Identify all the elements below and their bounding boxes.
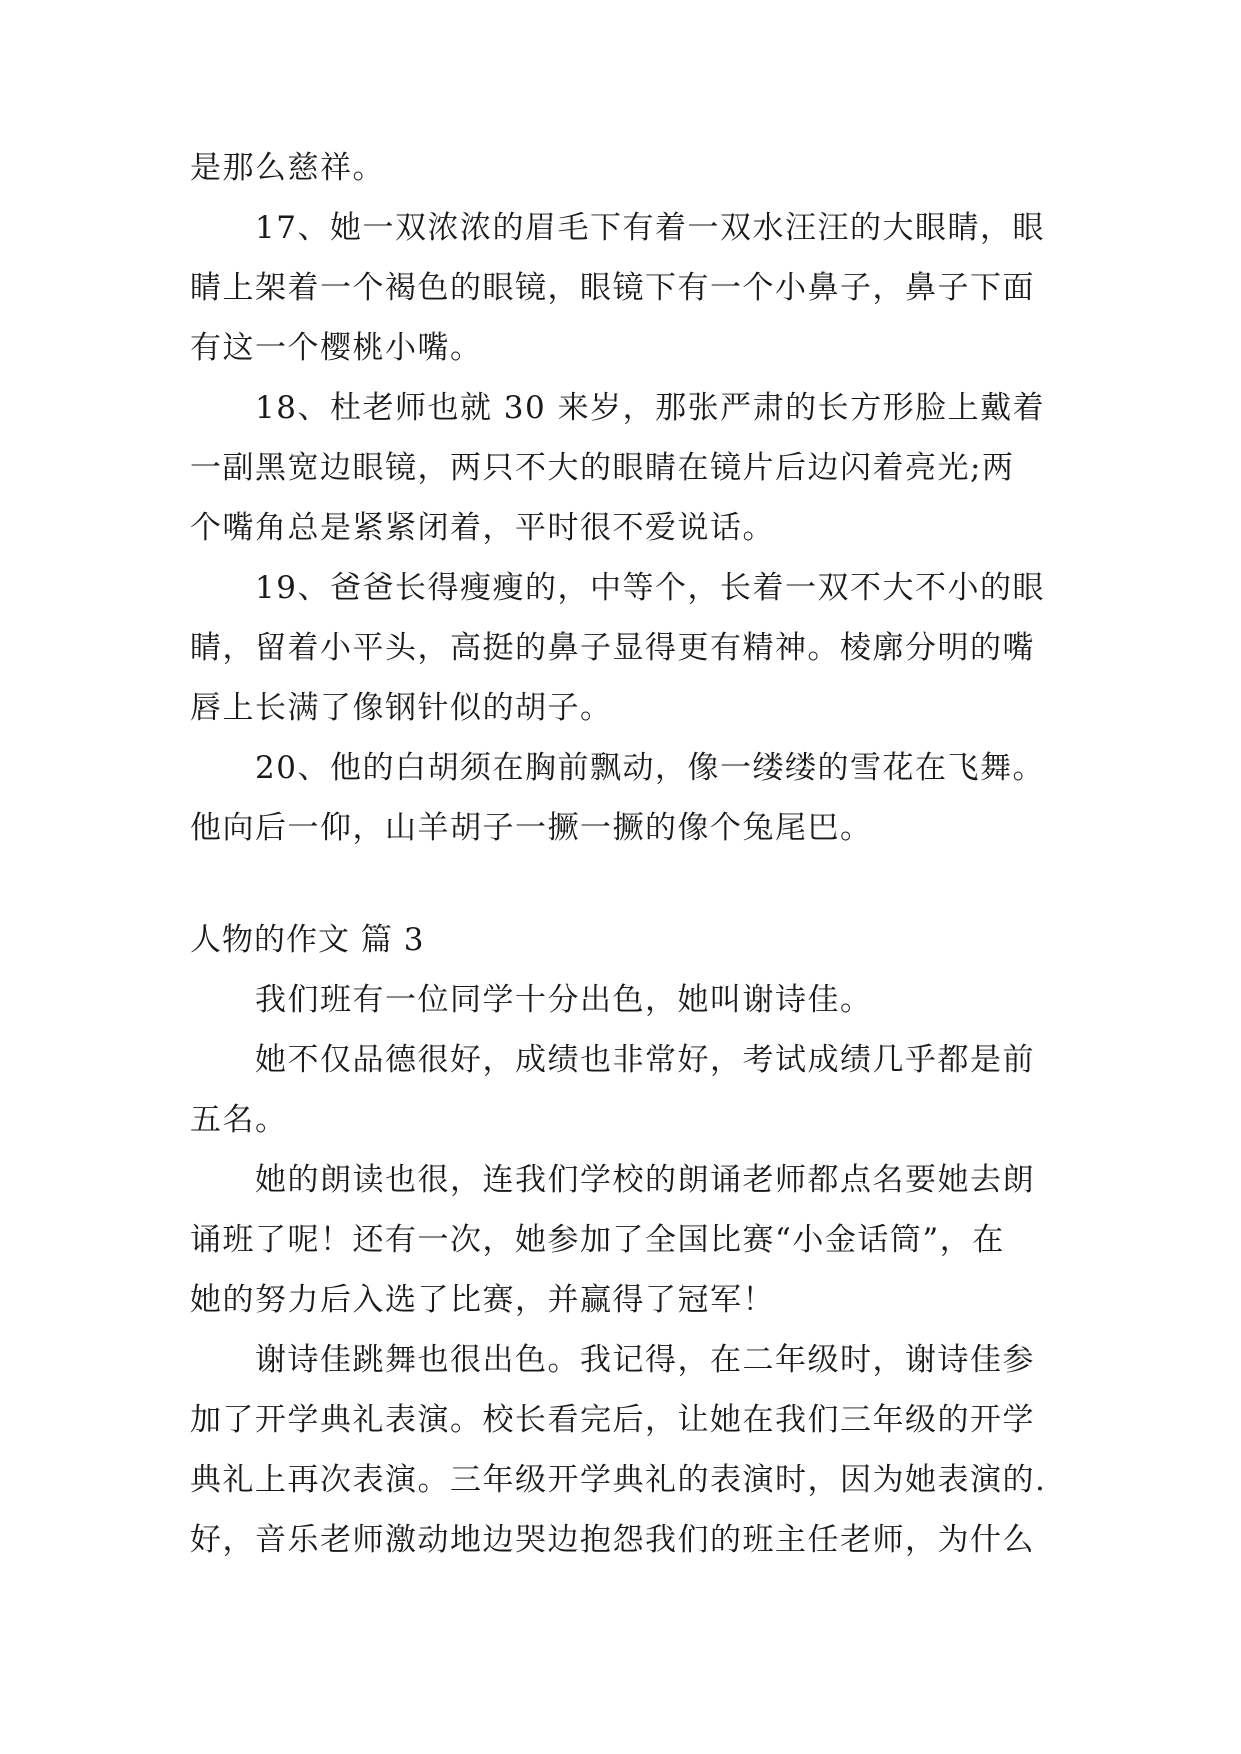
text-line: 加了开学典礼表演。校长看完后，让她在我们三年级的开学 <box>190 1402 1035 1438</box>
section-heading: 人物的作文 篇 3 <box>190 922 425 958</box>
text-line: 好，音乐老师激动地边哭边抱怨我们的班主任老师，为什么 <box>190 1522 1035 1558</box>
text-line: 个嘴角总是紧紧闭着，平时很不爱说话。 <box>190 510 775 546</box>
text-line: 诵班了呢！还有一次，她参加了全国比赛“小金话筒”，在 <box>190 1222 1005 1258</box>
text-line: 睛，留着小平头，高挺的鼻子显得更有精神。棱廓分明的嘴 <box>190 630 1035 666</box>
text-line: 她的努力后入选了比赛，并赢得了冠军！ <box>190 1282 775 1318</box>
text-line: 谢诗佳跳舞也很出色。我记得，在二年级时，谢诗佳参 <box>255 1342 1035 1378</box>
text-line: 一副黑宽边眼镜，两只不大的眼睛在镜片后边闪着亮光;两 <box>190 450 1015 486</box>
text-line: 20、他的白胡须在胸前飘动，像一缕缕的雪花在飞舞。 <box>255 750 1045 786</box>
text-line: 睛上架着一个褐色的眼镜，眼镜下有一个小鼻子，鼻子下面 <box>190 270 1035 306</box>
text-line: 是那么慈祥。 <box>190 150 385 186</box>
text-line: 五名。 <box>190 1102 288 1138</box>
text-line: 19、爸爸长得瘦瘦的，中等个，长着一双不大不小的眼 <box>255 570 1045 606</box>
text-line: 她的朗读也很，连我们学校的朗诵老师都点名要她去朗 <box>255 1162 1035 1198</box>
text-line: 18、杜老师也就 30 来岁，那张严肃的长方形脸上戴着 <box>255 390 1046 426</box>
text-line: 17、她一双浓浓的眉毛下有着一双水汪汪的大眼睛，眼 <box>255 210 1045 246</box>
text-line: 典礼上再次表演。三年级开学典礼的表演时，因为她表演的. <box>190 1462 1047 1498</box>
text-line: 她不仅品德很好，成绩也非常好，考试成绩几乎都是前 <box>255 1042 1035 1078</box>
text-line: 他向后一仰，山羊胡子一撅一撅的像个兔尾巴。 <box>190 810 873 846</box>
text-line: 有这一个樱桃小嘴。 <box>190 330 483 366</box>
text-line: 我们班有一位同学十分出色，她叫谢诗佳。 <box>255 982 873 1018</box>
text-line: 唇上长满了像钢针似的胡子。 <box>190 690 613 726</box>
